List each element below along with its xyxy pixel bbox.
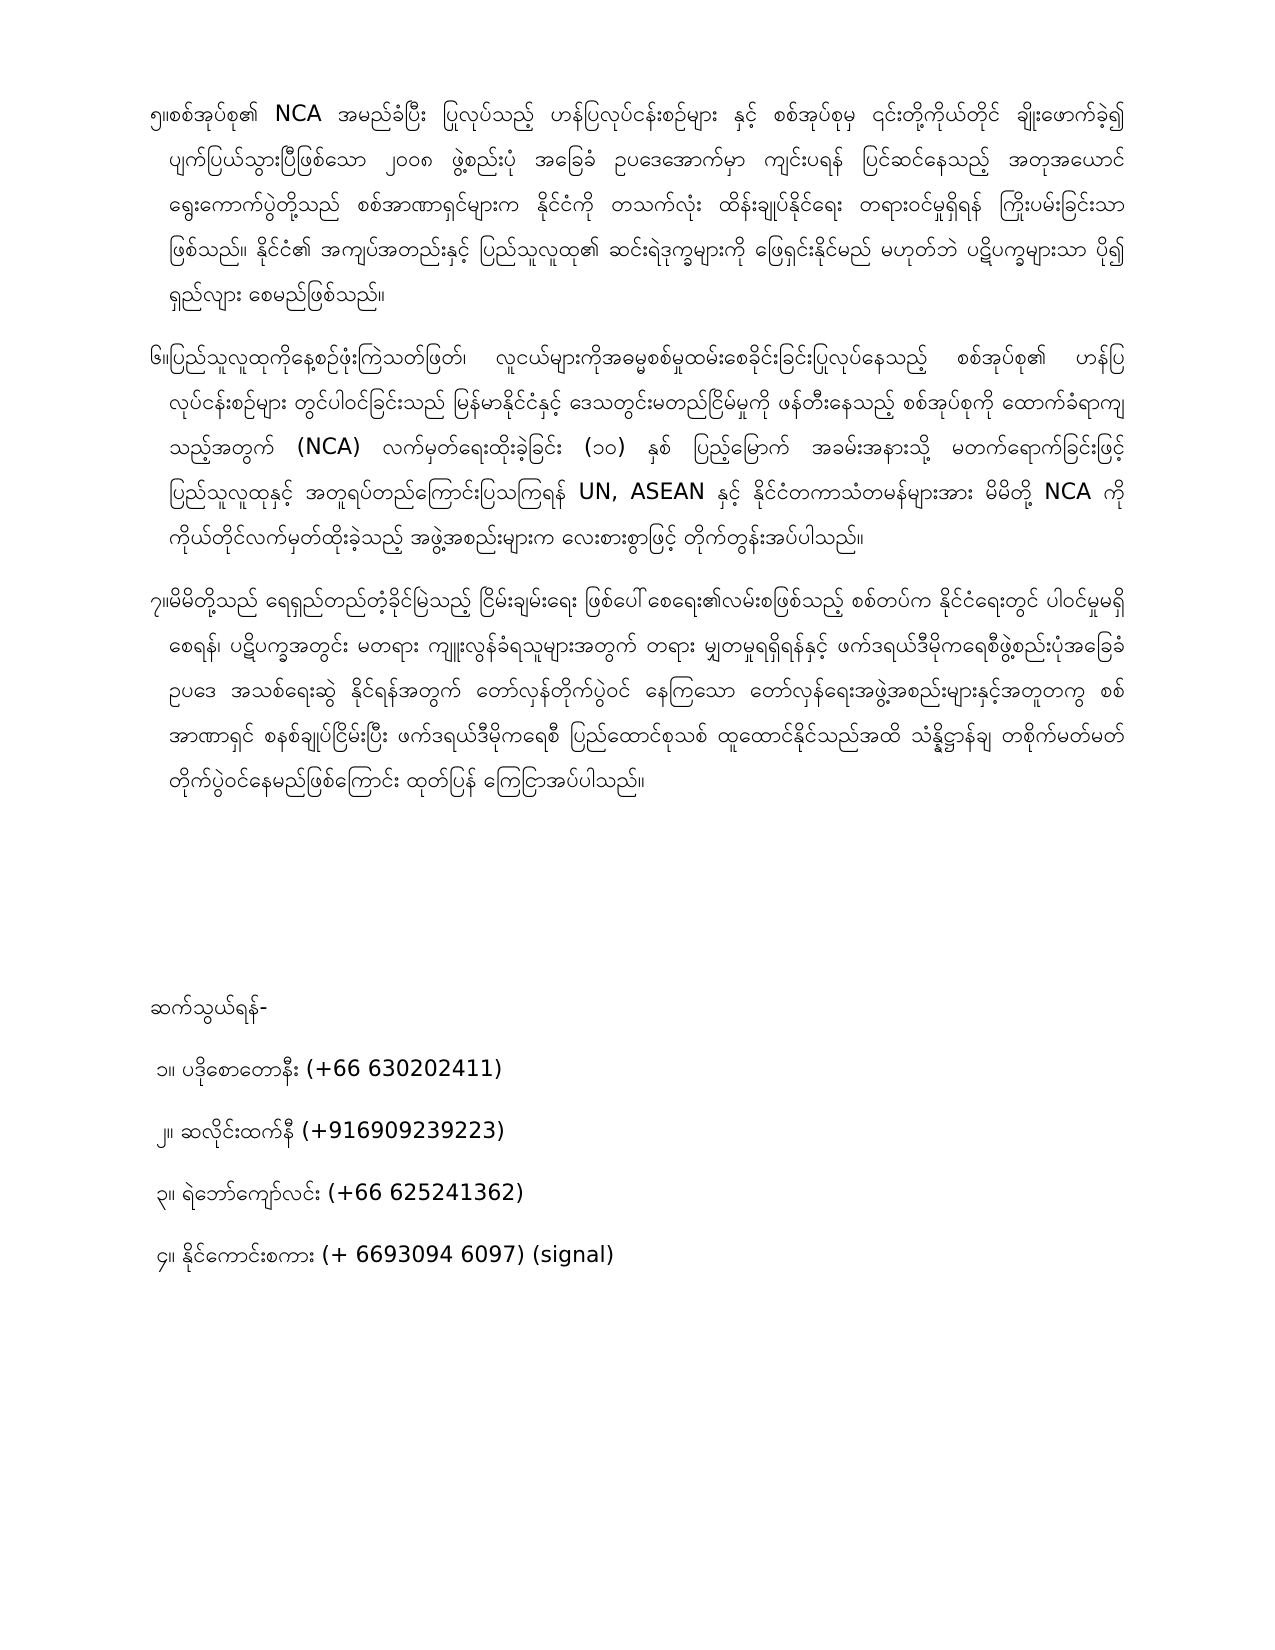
clause-text: စစ်အုပ်စု၏ NCA အမည်ခံပြီး ပြုလုပ်သည့် ဟန်ပြလုပ်ငန်းစဉ်များ နှင့် စစ်အုပ်စုမှ ၎င်းတို့ကိုယ်တိုင် ချိုးဖောက်ခဲ့၍ ပျက်ပြယ်သွားပြီဖြစ်သော ၂၀၀၈ ဖွဲ့စည်းပုံ အခြေခံ ဥပဒေအောက်မှာ ကျင်းပရန် ပြင်ဆင်နေသည့် အတုအယောင် ရွေးကောက်ပွဲတို့သည် စစ်အာဏာရှင်များက နိုင်ငံကို တသက်လုံး ထိန်းချုပ်နိုင်ရေး တရားဝင်မှုရှိရန် ကြိုးပမ်းခြင်းသာဖြစ်သည်။ နိုင်ငံ၏ အကျပ်အတည်းနှင့် ပြည်သူလူထု၏ ဆင်းရဲဒုက္ခများကို ဖြေရှင်းနိုင်မည် မဟုတ်ဘဲ ပဋိပက္ခများသာ ပို၍ ရှည်လျား စေမည်ဖြစ်သည်။ <box>169 102 1125 307</box>
clause-text: ပြည်သူလူထုကိုနေ့စဉ်ဖုံးကြဲသတ်ဖြတ်၊ လူငယ်များကိုအဓမ္မစစ်မှုထမ်းစေခိုင်းခြင်းပြုလုပ်နေသည့် စစ်အုပ်စု၏ ဟန်ပြလုပ်ငန်းစဉ်များ တွင်ပါဝင်ခြင်းသည် မြန်မာနိုင်ငံနှင့် ဒေသတွင်းမတည်ငြိမ်မှုကို ဖန်တီးနေသည့် စစ်အုပ်စုကို ထောက်ခံရာကျသည့်အတွက် (NCA) လက်မှတ်ရေးထိုးခဲ့ခြင်း (၁၀) နှစ် ပြည့်မြောက် အခမ်းအနားသို့ မတက်ရောက်ခြင်းဖြင့် ပြည်သူလူထုနှင့် အတူရပ်တည်ကြောင်းပြသကြရန် UN, ASEAN နှင့် နိုင်ငံတကာသံတမန်များအား မိမိတို့ NCA ကို ကိုယ်တိုင်လက်မှတ်ထိုးခဲ့သည့် အဖွဲ့အစည်းများက လေးစားစွာဖြင့် တိုက်တွန်းအပ်ပါသည်။ <box>169 345 1125 550</box>
clause-5 <box>150 92 1125 317</box>
contact-item-1: ၁။ ပဒိုစောတောနီး (+66 630202411) <box>156 1057 503 1082</box>
clause-7 <box>150 578 1125 803</box>
contact-item-2: ၂။ ဆလိုင်းထက်နီ (+916909239223) <box>156 1119 505 1144</box>
clause-number: ၇။ <box>150 588 170 613</box>
contact-item-3: ၃။ ရဲဘော်ကျော်လင်း (+66 625241362) <box>156 1181 524 1206</box>
contacts-section <box>150 988 1125 1298</box>
contacts-heading: ဆက်သွယ်ရန်- <box>150 995 268 1020</box>
clause-number: ၅။ <box>150 102 170 127</box>
contact-item-4: ၄။ နိုင်ကောင်းစကား (+ 6693094 6097) (signal) <box>156 1243 615 1268</box>
clause-text: မိမိတို့သည် ရေရှည်တည်တံ့ခိုင်မြဲသည့် ငြိမ်းချမ်းရေး ဖြစ်ပေါ်စေရေး၏လမ်းစဖြစ်သည့် စစ်တပ်က နိုင်ငံရေးတွင် ပါဝင်မှုမရှိစေရန်၊ ပဋိပက္ခအတွင်း မတရား ကျူးလွန်ခံရသူများအတွက် တရား မျှတမှုရရှိရန်နှင့် ဖက်ဒရယ်ဒီမိုကရေစီဖွဲ့စည်းပုံအခြေခံဥပဒေ အသစ်ရေးဆွဲ နိုင်ရန်အတွက် တော်လှန်တိုက်ပွဲဝင် နေကြသော တော်လှန်ရေးအဖွဲ့အစည်းများနှင့်အတူတကွ စစ်အာဏာရှင် စနစ်ချုပ်ငြိမ်းပြီး ဖက်ဒရယ်ဒီမိုကရေစီ ပြည်ထောင်စုသစ် ထူထောင်နိုင်သည်အထိ သံန္နိဋ္ဌာန်ချ တစိုက်မတ်မတ်တိုက်ပွဲဝင်နေမည်ဖြစ်ကြောင်း ထုတ်ပြန် ကြေငြာအပ်ပါသည်။ <box>169 588 1125 793</box>
statement-clauses <box>150 92 1125 821</box>
contact-list <box>150 1050 1125 1276</box>
clause-number: ၆။ <box>150 345 170 370</box>
clause-6 <box>150 335 1125 560</box>
